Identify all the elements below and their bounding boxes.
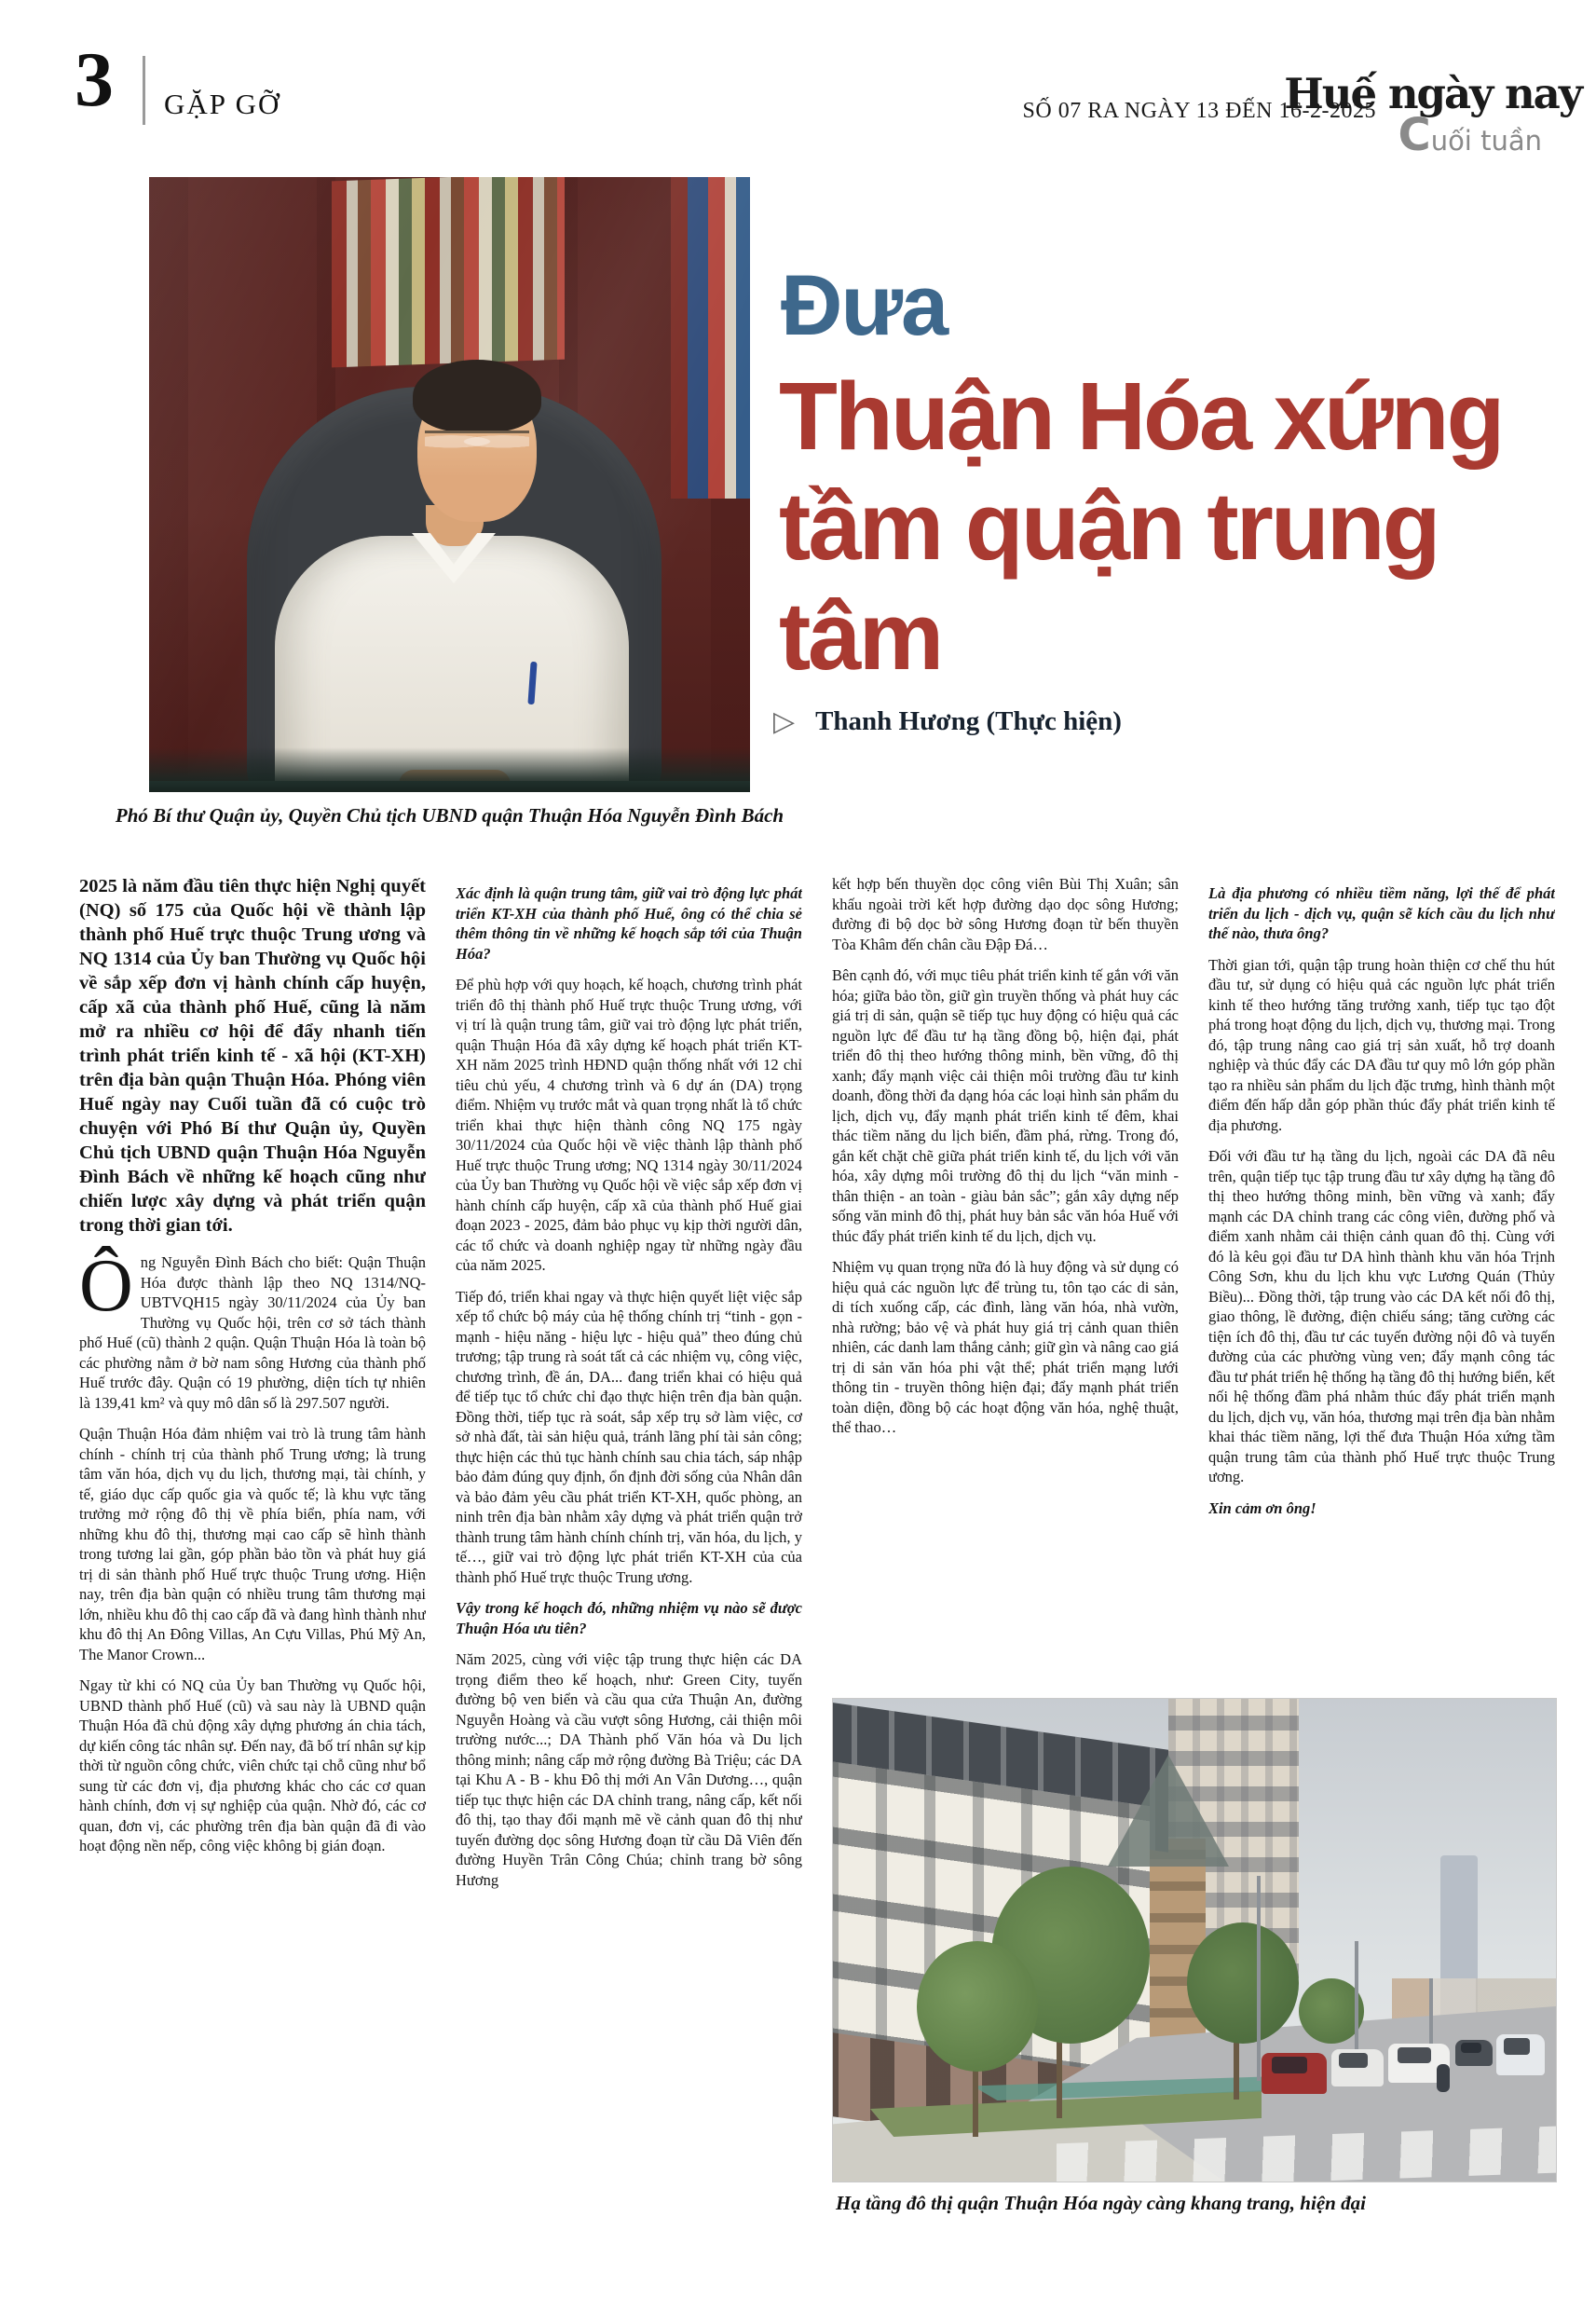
car-window xyxy=(1272,2057,1308,2073)
portrait-caption: Phó Bí thư Quận ủy, Quyền Chủ tịch UBND quận Thuận Hóa Nguyễn Đình Bách xyxy=(115,804,784,827)
byline-author: Thanh Hương (Thực hiện) xyxy=(815,706,1122,736)
person-hair xyxy=(413,360,541,432)
white-car xyxy=(1331,2049,1384,2086)
tree xyxy=(917,1941,1038,2072)
desk-edge xyxy=(149,781,750,792)
interview-question: Xác định là quận trung tâm, giữ vai trò động lực phát triển KT-XH của thành phố Huế, ông có thể chia sẻ thêm thông tin về những kế hoạch sắp tới của Thuận Hóa? xyxy=(456,884,802,963)
street-light-pole xyxy=(1257,1876,1261,2081)
headline-main: Thuận Hóa xứng tầm quận trung tâm xyxy=(779,363,1503,690)
drop-cap: Ô xyxy=(79,1245,133,1327)
page-number: 3 xyxy=(75,36,114,123)
portrait-photo xyxy=(149,177,750,792)
car-window xyxy=(1339,2053,1368,2068)
issue-info: SỐ 07 RA NGÀY 13 ĐẾN 16-2-2025 xyxy=(1022,99,1376,123)
body-paragraph: Để phù hợp với quy hoạch, kế hoạch, chương trình phát triển đô thị thành phố Huế trực thuộc Trung ương, với vị trí là quận trung tâm, giữ vai trò động lực phát triển, quận Thuận Hóa đã xây dựng kế hoạch phát triển KT-XH năm 2025 trình HĐND quận thống nhất với 12 chỉ tiêu chủ yếu, 4 chương trình và 6 dự án (DA) trọng điểm. Nhiệm vụ trước mắt và quan trọng nhất là tổ chức triển khai thực hiện thành công NQ 175 ngày 30/11/2024 của Quốc hội về việc thành lập thành phố Huế trực thuộc Trung ương; NQ 1314 ngày 30/11/2024 của Ủy ban Thường vụ Quốc hội về việc sắp xếp đơn vị hành chính cấp huyện, cấp xã của thành phố Huế giai đoạn 2023 - 2025, đảm bảo phục vụ kịp thời người dân, các tổ chức và doanh nghiệp ngay từ những ngày đầu của năm 2025. xyxy=(456,976,802,1274)
street-photo xyxy=(832,1698,1557,2182)
header-divider xyxy=(143,56,145,125)
article-column-3 xyxy=(832,874,1179,1694)
body-paragraph: Bên cạnh đó, với mục tiêu phát triển kinh tế gắn với văn hóa; giữa bảo tồn, giữ gìn truyền thống và phát huy các giá trị di sản, quận sẽ tiếp tục huy động có hiệu quả các nguồn lực để đầu tư hạ tầng đồng bộ, hiện đại, phát triển đô thị theo hướng thông minh, bền vững, đô thị xanh; đẩy mạnh việc cải thiện môi trường đầu tư kinh doanh, đồng thời đa dạng hóa các loại hình sản phẩm du lịch, dịch vụ, đẩy mạnh phát triển kinh tế đêm, khai thác tiềm năng du lịch biển, đầm phá, rừng. Trong đó, gắn kết chặt chẽ giữa phát triển kinh tế, du lịch với văn hóa, xây dựng môi trường đô thị du lịch “văn minh - thân thiện - an toàn - giàu bản sắc”; gắn xây dựng nếp sống văn minh đô thị, phát huy bản sắc văn hóa Huế với thúc đẩy phát triển kinh tế du lịch, dịch vụ. xyxy=(832,966,1179,1245)
interview-question: Là địa phương có nhiều tiềm năng, lợi thế để phát triển du lịch - dịch vụ, quận sẽ kích cầu du lịch như thế nào, thưa ông? xyxy=(1208,884,1555,942)
body-paragraph: Tiếp đó, triển khai ngay và thực hiện quyết liệt việc sắp xếp tổ chức bộ máy của hệ thống chính trị “tinh - gọn - mạnh - hiệu năng - hiệu lực - hiệu quả” theo đúng chủ trương; tập trung rà soát tất cả các nhiệm vụ, công việc, chương trình, đề án, DA... đang triển khai có hiệu quả để tiếp tục tổ chức chỉ đạo thực hiện trên địa bàn quận. Đồng thời, tiếp tục rà soát, sắp xếp trụ sở làm việc, cơ sở nhà đất, tài sản hiệu quả, tránh lãng phí tài sản công; thực hiện các thủ tục hành chính sau chia tách, sáp nhập bảo đảm đúng quy định, ổn định đời sống của Nhân dân và bảo đảm yêu cầu phát triển KT-XH, quốc phòng, an ninh trên địa bàn nhằm xây dựng và phát triển quận trở thành trung tâm hành chính chính trị, văn hóa, du lịch, y tế…, giữ vai trò động lực phát triển KT-XH của của thành phố Huế trực thuộc Trung ương. xyxy=(456,1287,802,1586)
body-paragraph xyxy=(79,1245,426,1413)
byline-triangle-icon: ▷ xyxy=(773,705,796,738)
white-minivan xyxy=(1496,2034,1545,2075)
article-column-1 xyxy=(79,874,426,2263)
article-column-4 xyxy=(1208,874,1555,1694)
masthead-logo: Huế ngày nay xyxy=(1284,69,1581,118)
tree xyxy=(1187,1922,1299,2044)
masthead-sublogo: Cuối tuần xyxy=(1398,109,1542,161)
body-paragraph: Ngay từ khi có NQ của Ủy ban Thường vụ Quốc hội, UBND thành phố Huế (cũ) và sau này là UBND quận Thuận Hóa đã chủ động xây dựng phương án chia tách, dự kiến công tác nhân sự. Đến nay, đã bố trí nhân sự kịp thời từ nguồn công chức, viên chức tại chỗ cũng như bổ sung từ các đơn vị, địa phương khác cho các cơ quan hành chính, đơn vị sự nghiệp của quận. Nhờ đó, các cơ quan, đơn vị, các phường trên địa bàn quận đã đi vào hoạt động nền nếp, công việc không bị gián đoạn. xyxy=(79,1676,426,1854)
red-suv xyxy=(1262,2053,1327,2094)
byline xyxy=(773,705,1122,737)
lead-paragraph: 2025 là năm đầu tiên thực hiện Nghị quyết (NQ) số 175 của Quốc hội về thành lập thành phố Huế trực thuộc Trung ương và NQ 1314 của Ủy ban Thường vụ Quốc hội về sắp xếp đơn vị hành chính cấp huyện, cấp xã của thành phố Huế, cũng là năm mở ra nhiều cơ hội để đẩy nhanh tiến trình phát triển kinh tế - xã hội (KT-XH) trên địa bàn quận Thuận Hóa. Phóng viên Huế ngày nay Cuối tuần đã có cuộc trò chuyện với Phó Bí thư Quận ủy, Quyền Chủ tịch UBND quận Thuận Hóa Nguyễn Đình Bách về những kế hoạch cũng như chiến lược xây dựng và phát triển quận trong thời gian tới. xyxy=(79,876,426,1236)
section-title: GẶP GỠ xyxy=(164,88,281,120)
article-column-2 xyxy=(456,874,802,2263)
body-paragraph: Quận Thuận Hóa đảm nhiệm vai trò là trung tâm hành chính - chính trị của thành phố Trung ương; là trung tâm văn hóa, dịch vụ du lịch, thương mại, tài chính, y tế, giáo dục cấp quốc gia và quốc tế; là khu vực tăng trưởng mở rộng đô thị về phía biển, phía nam, với những khu đô thị, thương mại cao cấp sẽ hình thành trong tương lai gần, góp phần bảo tồn và phát huy giá trị di sản thành phố Huế trực thuộc Trung ương. Hiện nay, trên địa bàn quận có nhiều trung tâm thương mại lớn, nhiều khu đô thị cao cấp đã và đang hình thành như khu đô thị An Đông Villas, An Cựu Villas, Phú Mỹ An, The Manor Crown... xyxy=(79,1425,426,1663)
paragraph-text: ng Nguyễn Đình Bách cho biết: Quận Thuận Hóa được thành lập theo NQ 1314/NQ-UBTVQH15 ngày 30/11/2024 của Ủy ban Thường vụ Quốc hội, trên cơ sở tách thành phố Huế (cũ) thành 2 quận. Quận Thuận Hóa là toàn bộ các phường nằm ở bờ nam sông Hương của thành phố Huế trước đây. Quận có 19 phường, diện tích tự nhiên là 139,41 km² và quy mô dân số là 297.507 người. xyxy=(79,1253,426,1412)
body-paragraph: kết hợp bến thuyền dọc công viên Bùi Thị Xuân; sân khấu ngoài trời kết hợp đường dạo dọc sông Hương; đường đi bộ dọc bờ sông Hương đoạn từ bến thuyền Tòa Khâm đến chân cầu Đập Đá… xyxy=(832,875,1179,953)
person-glasses xyxy=(425,431,529,454)
body-paragraph: Năm 2025, cùng với việc tập trung thực hiện các DA trọng điểm theo kế hoạch, như: Green City, tuyến đường bộ ven biển và cầu qua cửa Thuận An, đường Nguyễn Hoàng và cầu vượt sông Hương, cải thiện môi trường nước...; DA Thành phố Văn hóa và Du lịch thông minh; nâng cấp mở rộng đường Bà Triệu; các DA tại Khu A - B - khu Đô thị mới An Vân Dương…, quận tiếp tục thực hiện các DA chỉnh trang, nâng cấp, kết nối đô thị, tạo thay đổi mạnh mẽ về cảnh quan đô thị như tuyến đường dọc sông Hương đoạn từ cầu Dã Viên đến đường Huyền Trân Công Chúa; chỉnh trang bờ sông Hương xyxy=(456,1650,802,1889)
motorbike-rider xyxy=(1437,2064,1450,2092)
body-paragraph: Thời gian tới, quận tập trung hoàn thiện cơ chế thu hút đầu tư, sử dụng có hiệu quả các nguồn lực phát triển kinh tế theo hướng tăng trưởng xanh, tiếp tục tạo đột phá trong hoạt động du lịch, dịch vụ, thương mại. Trong đó, tập trung nâng cao giá trị sản xuất, hỗ trợ doanh nghiệp và thúc đẩy các DA đầu tư quy mô lớn góp phần tạo ra nhiều sản phẩm du lịch đặc trưng, hình thành một điểm đến hấp dẫn góp phần thúc đẩy phát triển kinh tế địa phương. xyxy=(1208,955,1555,1134)
headline-kicker: Đưa xyxy=(781,258,948,353)
car-window xyxy=(1504,2038,1531,2055)
interview-question: Vậy trong kế hoạch đó, những nhiệm vụ nào sẽ được Thuận Hóa ưu tiên? xyxy=(456,1599,802,1637)
car-window xyxy=(1398,2047,1431,2063)
closing-line: Xin cảm ơn ông! xyxy=(1208,1498,1316,1517)
body-paragraph: Đối với đầu tư hạ tầng du lịch, ngoài các DA đã nêu trên, quận tiếp tục tập trung đầu tư xây dựng hạ tầng đô thị theo hướng thông minh, bền vững và xanh; đẩy mạnh các DA chỉnh trang các công viên, đường phố và điểm xanh nhằm cải thiện cảnh quan đô thị. Cùng với đó là kêu gọi đầu tư DA hình thành khu văn hóa Trịnh Công Sơn, khu du lịch khu vực Lương Quán (Thủy Biều)... Đồng thời, tập trung vào các DA kết nối đô thị, giao thông, lề đường, điện chiếu sáng; tăng cường các tiện ích đô thị, đầu tư các tuyến đường nội đô và tuyến đường của các phường vùng ven; đẩy mạnh công tác đầu tư phát triển hệ thống hạ tầng đô thị hướng biển, kết nối hệ thống đầm phá nhằm thúc đẩy phát triển mạnh du lịch, dịch vụ, văn hóa, thương mại trên địa bàn nhằm khai thác tiềm năng, lợi thế đưa Thuận Hóa xứng tầm quận trung tâm của thành phố Huế trực thuộc Trung ương. xyxy=(1208,1147,1555,1485)
street-photo-caption: Hạ tầng đô thị quận Thuận Hóa ngày càng khang trang, hiện đại xyxy=(836,2192,1366,2214)
body-paragraph: Nhiệm vụ quan trọng nữa đó là huy động và sử dụng có hiệu quả các nguồn lực để trùng tu, tôn tạo các di sản, di tích xuống cấp, các đình, làng văn hóa, nhà vườn, nhà rường; bảo vệ và phát huy giá trị cảnh quan thiên nhiên, các danh lam thắng cảnh; giữ gìn và nâng cao giá trị di sản văn hóa phi vật thể; phát triển mạng lưới thông tin - truyền thông hiện đại; đẩy mạnh phát triển toàn diện, đồng bộ các hoạt động văn hóa, nghệ thuật, thể thao… xyxy=(832,1258,1179,1436)
dark-car xyxy=(1455,2040,1493,2066)
car-window xyxy=(1461,2043,1481,2053)
